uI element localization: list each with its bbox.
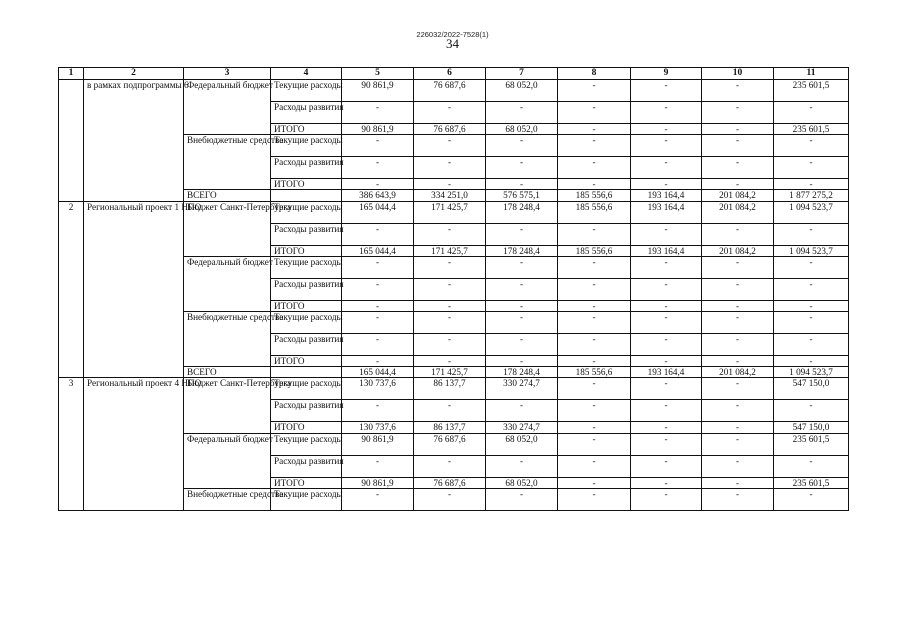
value-cell: - — [774, 312, 849, 334]
value-cell: - — [774, 334, 849, 356]
value-cell: - — [558, 157, 631, 179]
value-cell: - — [702, 334, 774, 356]
value-cell: 193 164,4 — [631, 190, 702, 201]
col-header: 1 — [59, 68, 84, 80]
funding-source-cell: Внебюджетные средства — [184, 312, 271, 367]
value-cell: - — [486, 278, 558, 300]
value-cell: - — [702, 179, 774, 190]
value-cell: - — [414, 312, 486, 334]
col-header: 8 — [558, 68, 631, 80]
value-cell: - — [631, 422, 702, 433]
value-cell: - — [702, 433, 774, 455]
col-header: 2 — [84, 68, 184, 80]
value-cell: 68 052,0 — [486, 433, 558, 455]
value-cell: - — [702, 124, 774, 135]
value-cell: - — [631, 477, 702, 488]
value-cell: - — [558, 300, 631, 311]
value-cell: - — [558, 477, 631, 488]
value-cell: - — [486, 312, 558, 334]
value-cell: - — [702, 157, 774, 179]
value-cell: - — [702, 135, 774, 157]
row-name-cell: Региональный проект 4 НПО — [84, 378, 184, 510]
funding-source-cell: ВСЕГО — [184, 190, 271, 201]
col-header: 5 — [342, 68, 414, 80]
value-cell: - — [486, 334, 558, 356]
value-cell: 185 556,6 — [558, 367, 631, 378]
value-cell: - — [558, 488, 631, 510]
expense-type-cell: ИТОГО — [271, 300, 342, 311]
value-cell: - — [774, 455, 849, 477]
value-cell: 201 084,2 — [702, 245, 774, 256]
column-number-row — [59, 68, 849, 80]
value-cell: 76 687,6 — [414, 124, 486, 135]
funding-source-cell: Федеральный бюджет — [184, 256, 271, 311]
value-cell: - — [558, 400, 631, 422]
expense-type-cell: Текущие расходы — [271, 256, 342, 278]
funding-source-cell: Бюджет Санкт-Петербурга — [184, 378, 271, 433]
value-cell: 201 084,2 — [702, 201, 774, 223]
value-cell: 165 044,4 — [342, 201, 414, 223]
value-cell: - — [774, 356, 849, 367]
value-cell: 68 052,0 — [486, 80, 558, 102]
value-cell: - — [702, 102, 774, 124]
value-cell: 193 164,4 — [631, 367, 702, 378]
value-cell: - — [774, 256, 849, 278]
value-cell: - — [342, 179, 414, 190]
value-cell: 235 601,5 — [774, 477, 849, 488]
value-cell: 235 601,5 — [774, 433, 849, 455]
value-cell: - — [702, 488, 774, 510]
expense-type-cell: Расходы развития — [271, 102, 342, 124]
table-row — [59, 80, 849, 102]
value-cell: - — [558, 312, 631, 334]
expense-type-cell: Расходы развития — [271, 400, 342, 422]
value-cell: 547 150,0 — [774, 378, 849, 400]
value-cell: - — [702, 278, 774, 300]
value-cell: - — [342, 256, 414, 278]
row-name-cell: в рамках подпрограммы 6 — [84, 80, 184, 202]
page-number: 34 — [446, 36, 459, 51]
value-cell: 1 094 523,7 — [774, 245, 849, 256]
col-header: 10 — [702, 68, 774, 80]
col-header: 3 — [184, 68, 271, 80]
value-cell: 171 425,7 — [414, 201, 486, 223]
value-cell: 68 052,0 — [486, 124, 558, 135]
value-cell: 76 687,6 — [414, 80, 486, 102]
value-cell: 193 164,4 — [631, 245, 702, 256]
value-cell: - — [558, 179, 631, 190]
value-cell: - — [558, 80, 631, 102]
value-cell: - — [774, 300, 849, 311]
value-cell: - — [486, 455, 558, 477]
value-cell: - — [486, 400, 558, 422]
value-cell: - — [414, 455, 486, 477]
value-cell: 334 251,0 — [414, 190, 486, 201]
expense-type-cell — [271, 367, 342, 378]
value-cell: - — [631, 400, 702, 422]
document-code: 226032/2022-7528(1) — [416, 30, 489, 39]
value-cell: - — [558, 223, 631, 245]
value-cell: - — [774, 400, 849, 422]
expense-type-cell: Расходы развития — [271, 157, 342, 179]
value-cell: 68 052,0 — [486, 477, 558, 488]
table-body — [59, 80, 849, 511]
value-cell: - — [774, 179, 849, 190]
value-cell: - — [774, 157, 849, 179]
expense-type-cell: Текущие расходы — [271, 312, 342, 334]
funding-source-cell: Бюджет Санкт-Петербурга — [184, 201, 271, 256]
value-cell: - — [702, 477, 774, 488]
value-cell: - — [414, 334, 486, 356]
expense-type-cell: ИТОГО — [271, 477, 342, 488]
value-cell: 90 861,9 — [342, 433, 414, 455]
expense-type-cell: Расходы развития — [271, 278, 342, 300]
value-cell: - — [414, 488, 486, 510]
expense-type-cell — [271, 190, 342, 201]
value-cell: - — [558, 102, 631, 124]
value-cell: - — [342, 334, 414, 356]
value-cell: - — [631, 80, 702, 102]
table-row — [59, 201, 849, 223]
value-cell: - — [414, 157, 486, 179]
expense-type-cell: ИТОГО — [271, 245, 342, 256]
value-cell: - — [558, 356, 631, 367]
value-cell: 90 861,9 — [342, 80, 414, 102]
value-cell: - — [414, 278, 486, 300]
value-cell: - — [702, 356, 774, 367]
value-cell: - — [702, 455, 774, 477]
value-cell: - — [702, 400, 774, 422]
value-cell: 201 084,2 — [702, 367, 774, 378]
value-cell: - — [558, 278, 631, 300]
value-cell: 185 556,6 — [558, 190, 631, 201]
funding-source-cell: Федеральный бюджет — [184, 433, 271, 488]
value-cell: 178 248,4 — [486, 367, 558, 378]
value-cell: - — [342, 157, 414, 179]
value-cell: - — [774, 223, 849, 245]
value-cell: - — [342, 278, 414, 300]
funding-source-cell: Федеральный бюджет — [184, 80, 271, 135]
value-cell: 130 737,6 — [342, 422, 414, 433]
expense-type-cell: ИТОГО — [271, 179, 342, 190]
value-cell: 178 248,4 — [486, 201, 558, 223]
value-cell: - — [558, 422, 631, 433]
funding-source-cell: Внебюджетные средства — [184, 488, 271, 510]
value-cell: - — [702, 223, 774, 245]
value-cell: 90 861,9 — [342, 477, 414, 488]
value-cell: - — [486, 157, 558, 179]
value-cell: 165 044,4 — [342, 245, 414, 256]
value-cell: 185 556,6 — [558, 201, 631, 223]
value-cell: - — [631, 455, 702, 477]
value-cell: - — [486, 179, 558, 190]
value-cell: - — [558, 455, 631, 477]
value-cell: 235 601,5 — [774, 80, 849, 102]
value-cell: - — [414, 300, 486, 311]
value-cell: - — [486, 135, 558, 157]
value-cell: - — [702, 378, 774, 400]
value-cell: - — [486, 356, 558, 367]
value-cell: - — [631, 378, 702, 400]
value-cell: 90 861,9 — [342, 124, 414, 135]
value-cell: 165 044,4 — [342, 367, 414, 378]
value-cell: - — [631, 433, 702, 455]
value-cell: - — [702, 256, 774, 278]
value-cell: - — [342, 223, 414, 245]
expense-type-cell: Расходы развития — [271, 334, 342, 356]
value-cell: - — [414, 135, 486, 157]
col-header: 6 — [414, 68, 486, 80]
expense-type-cell: ИТОГО — [271, 422, 342, 433]
value-cell: 235 601,5 — [774, 124, 849, 135]
value-cell: 201 084,2 — [702, 190, 774, 201]
value-cell: 130 737,6 — [342, 378, 414, 400]
value-cell: - — [631, 102, 702, 124]
value-cell: - — [774, 102, 849, 124]
value-cell: - — [774, 488, 849, 510]
expense-type-cell: ИТОГО — [271, 124, 342, 135]
row-index-cell — [59, 80, 84, 202]
value-cell: 1 094 523,7 — [774, 367, 849, 378]
value-cell: - — [702, 312, 774, 334]
col-header: 7 — [486, 68, 558, 80]
value-cell: 330 274,7 — [486, 422, 558, 433]
value-cell: - — [486, 102, 558, 124]
value-cell: 171 425,7 — [414, 245, 486, 256]
value-cell: 178 248,4 — [486, 245, 558, 256]
value-cell: - — [342, 455, 414, 477]
expense-type-cell: Текущие расходы — [271, 135, 342, 157]
value-cell: - — [342, 356, 414, 367]
value-cell: - — [631, 488, 702, 510]
col-header: 11 — [774, 68, 849, 80]
row-index-cell: 2 — [59, 201, 84, 378]
value-cell: - — [486, 300, 558, 311]
value-cell: - — [414, 223, 486, 245]
value-cell: - — [558, 378, 631, 400]
value-cell: 576 575,1 — [486, 190, 558, 201]
expense-type-cell: Текущие расходы — [271, 488, 342, 510]
value-cell: 547 150,0 — [774, 422, 849, 433]
col-header: 4 — [271, 68, 342, 80]
value-cell: 171 425,7 — [414, 367, 486, 378]
funding-source-cell: ВСЕГО — [184, 367, 271, 378]
value-cell: - — [702, 422, 774, 433]
value-cell: 76 687,6 — [414, 477, 486, 488]
value-cell: 1 094 523,7 — [774, 201, 849, 223]
row-index-cell: 3 — [59, 378, 84, 510]
value-cell: - — [486, 223, 558, 245]
value-cell: - — [342, 135, 414, 157]
expense-type-cell: Текущие расходы — [271, 201, 342, 223]
value-cell: - — [631, 312, 702, 334]
expense-type-cell: ИТОГО — [271, 356, 342, 367]
value-cell: 86 137,7 — [414, 378, 486, 400]
value-cell: 386 643,9 — [342, 190, 414, 201]
value-cell: - — [631, 256, 702, 278]
expense-type-cell: Расходы развития — [271, 223, 342, 245]
value-cell: 185 556,6 — [558, 245, 631, 256]
value-cell: 86 137,7 — [414, 422, 486, 433]
value-cell: 1 877 275,2 — [774, 190, 849, 201]
value-cell: - — [558, 256, 631, 278]
value-cell: - — [631, 179, 702, 190]
expense-type-cell: Текущие расходы — [271, 433, 342, 455]
value-cell: - — [342, 400, 414, 422]
value-cell: - — [558, 124, 631, 135]
value-cell: - — [631, 157, 702, 179]
value-cell: - — [486, 256, 558, 278]
value-cell: - — [414, 256, 486, 278]
value-cell: - — [558, 135, 631, 157]
value-cell: - — [631, 135, 702, 157]
value-cell: - — [414, 400, 486, 422]
value-cell: - — [342, 102, 414, 124]
value-cell: - — [702, 80, 774, 102]
value-cell: - — [631, 300, 702, 311]
value-cell: - — [558, 433, 631, 455]
value-cell: - — [631, 223, 702, 245]
value-cell: - — [774, 135, 849, 157]
value-cell: 193 164,4 — [631, 201, 702, 223]
value-cell: - — [414, 179, 486, 190]
value-cell: - — [342, 488, 414, 510]
value-cell: - — [702, 300, 774, 311]
value-cell: - — [342, 300, 414, 311]
budget-table — [58, 67, 849, 511]
value-cell: 330 274,7 — [486, 378, 558, 400]
value-cell: - — [631, 356, 702, 367]
value-cell: - — [631, 334, 702, 356]
value-cell: 76 687,6 — [414, 433, 486, 455]
funding-source-cell: Внебюджетные средства — [184, 135, 271, 190]
expense-type-cell: Текущие расходы — [271, 80, 342, 102]
value-cell: - — [414, 356, 486, 367]
value-cell: - — [631, 278, 702, 300]
col-header: 9 — [631, 68, 702, 80]
value-cell: - — [342, 312, 414, 334]
value-cell: - — [631, 124, 702, 135]
row-name-cell: Региональный проект 1 НПО — [84, 201, 184, 378]
expense-type-cell: Расходы развития — [271, 455, 342, 477]
value-cell: - — [774, 278, 849, 300]
value-cell: - — [558, 334, 631, 356]
expense-type-cell: Текущие расходы — [271, 378, 342, 400]
value-cell: - — [414, 102, 486, 124]
table-row — [59, 378, 849, 400]
value-cell: - — [486, 488, 558, 510]
